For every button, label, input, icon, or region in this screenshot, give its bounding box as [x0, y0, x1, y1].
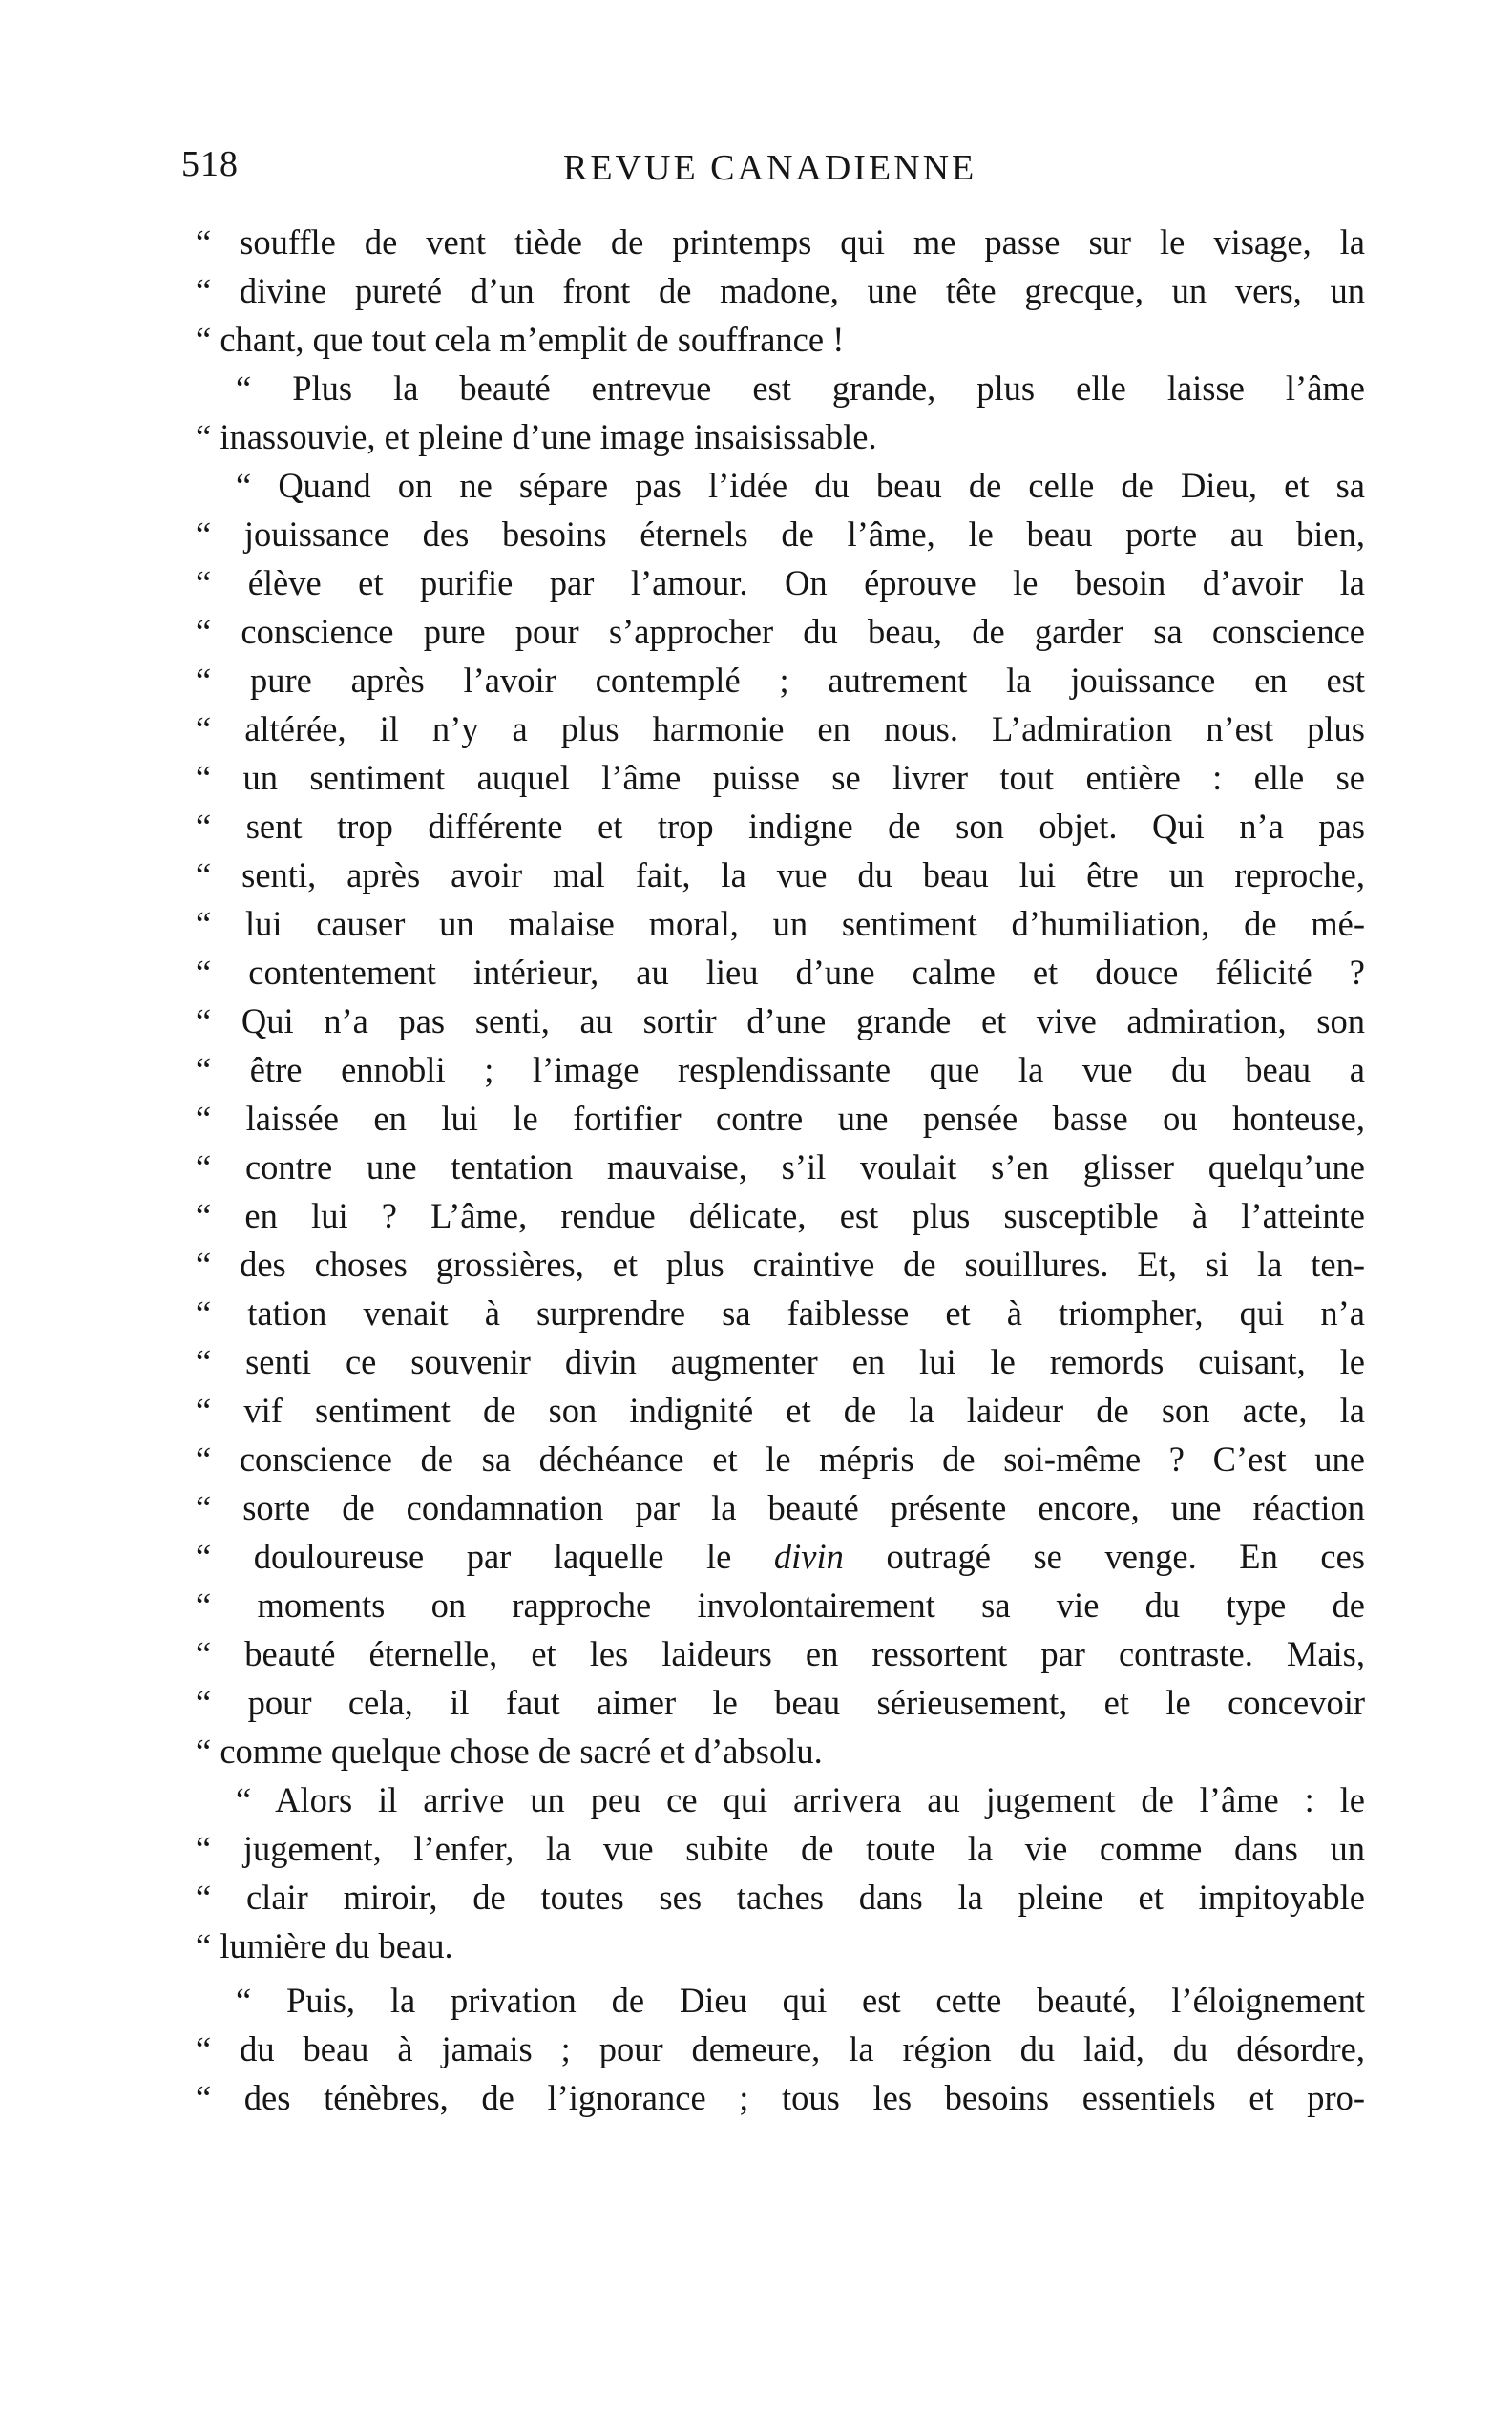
text-line: “ senti ce souvenir divin augmenter en lui le remords cuisant, le — [196, 1342, 1365, 1381]
line-head: “ douloureuse par laquelle le — [196, 1537, 774, 1576]
text-line: “ senti, après avoir mal fait, la vue du beau lui être un reproche, — [196, 855, 1365, 894]
text-line: “ tation venait à surprendre sa faiblesse et à triompher, qui n’a — [196, 1293, 1365, 1333]
text-line-with-italic — [196, 1532, 1365, 1581]
text-line: “ lumière du beau. — [196, 1926, 453, 1965]
body-text — [196, 218, 1365, 2122]
text-line: “ lui causer un malaise moral, un sentiment d’humiliation, de mé- — [196, 904, 1365, 943]
text-line: “ des choses grossières, et plus craintive de souillures. Et, si la ten- — [196, 1245, 1365, 1284]
text-line: “ sorte de condamnation par la beauté présente encore, une réaction — [196, 1488, 1365, 1527]
text-line: “ divine pureté d’un front de madone, une tête grecque, un vers, un — [196, 271, 1365, 310]
text-line: “ chant, que tout cela m’emplit de souffrance ! — [196, 320, 845, 359]
text-line: “ souffle de vent tiède de printemps qui me passe sur le visage, la — [196, 222, 1365, 262]
text-line: “ contre une tentation mauvaise, s’il voulait s’en glisser quelqu’une — [196, 1147, 1365, 1186]
text-line: “ clair miroir, de toutes ses taches dans la pleine et impitoyable — [196, 1878, 1365, 1917]
text-line: “ Qui n’a pas senti, au sortir d’une grande et vive admiration, son — [196, 1001, 1365, 1040]
text-line: “ inassouvie, et pleine d’une image insaisissable. — [196, 417, 877, 456]
text-line: “ élève et purifie par l’amour. On éprouve le besoin d’avoir la — [196, 563, 1365, 602]
text-line: “ conscience de sa déchéance et le mépris de soi-même ? C’est une — [196, 1439, 1365, 1479]
text-line: “ pure après l’avoir contemplé ; autrement la jouissance en est — [196, 661, 1365, 700]
text-line: “ sent trop différente et trop indigne de son objet. Qui n’a pas — [196, 807, 1365, 846]
journal-title: REVUE CANADIENNE — [563, 148, 977, 188]
text-line: “ contentement intérieur, au lieu d’une calme et douce félicité ? — [196, 953, 1365, 992]
text-line: “ laissée en lui le fortifier contre une pensée basse ou honteuse, — [196, 1099, 1365, 1138]
text-line: “ pour cela, il faut aimer le beau sérieusement, et le concevoir — [196, 1683, 1365, 1722]
text-line: “ des ténèbres, de l’ignorance ; tous les besoins essentiels et pro- — [196, 2078, 1365, 2117]
text-line: “ beauté éternelle, et les laideurs en ressortent par contraste. Mais, — [196, 1634, 1365, 1673]
text-line: “ jouissance des besoins éternels de l’âme, le beau porte au bien, — [196, 514, 1365, 554]
text-line: “ Alors il arrive un peu ce qui arrivera au jugement de l’âme : le — [236, 1780, 1365, 1819]
text-line: “ vif sentiment de son indignité et de la laideur de son acte, la — [196, 1391, 1365, 1430]
text-line: “ en lui ? L’âme, rendue délicate, est plus susceptible à l’atteinte — [196, 1196, 1365, 1235]
text-line: “ comme quelque chose de sacré et d’absolu. — [196, 1732, 823, 1771]
text-line: “ Plus la beauté entrevue est grande, plus elle laisse l’âme — [236, 368, 1365, 408]
text-line: “ moments on rapproche involontairement sa vie du type de — [196, 1586, 1365, 1625]
italic-word: divin — [773, 1537, 844, 1576]
text-line: “ du beau à jamais ; pour demeure, la région du laid, du désordre, — [196, 2029, 1365, 2068]
running-head — [181, 143, 1355, 200]
page-number: 518 — [181, 144, 239, 184]
text-line: “ conscience pure pour s’approcher du beau, de garder sa conscience — [196, 612, 1365, 651]
line-tail: outragé se venge. En ces — [843, 1537, 1365, 1576]
text-line: “ être ennobli ; l’image resplendissante que la vue du beau a — [196, 1050, 1365, 1089]
text-line: “ altérée, il n’y a plus harmonie en nous. L’admiration n’est plus — [196, 709, 1365, 748]
text-line: “ jugement, l’enfer, la vue subite de toute la vie comme dans un — [196, 1829, 1365, 1868]
text-line: “ un sentiment auquel l’âme puisse se livrer tout entière : elle se — [196, 758, 1365, 797]
text-line: “ Puis, la privation de Dieu qui est cette beauté, l’éloignement — [236, 1981, 1365, 2020]
text-line: “ Quand on ne sépare pas l’idée du beau de celle de Dieu, et sa — [236, 466, 1365, 505]
